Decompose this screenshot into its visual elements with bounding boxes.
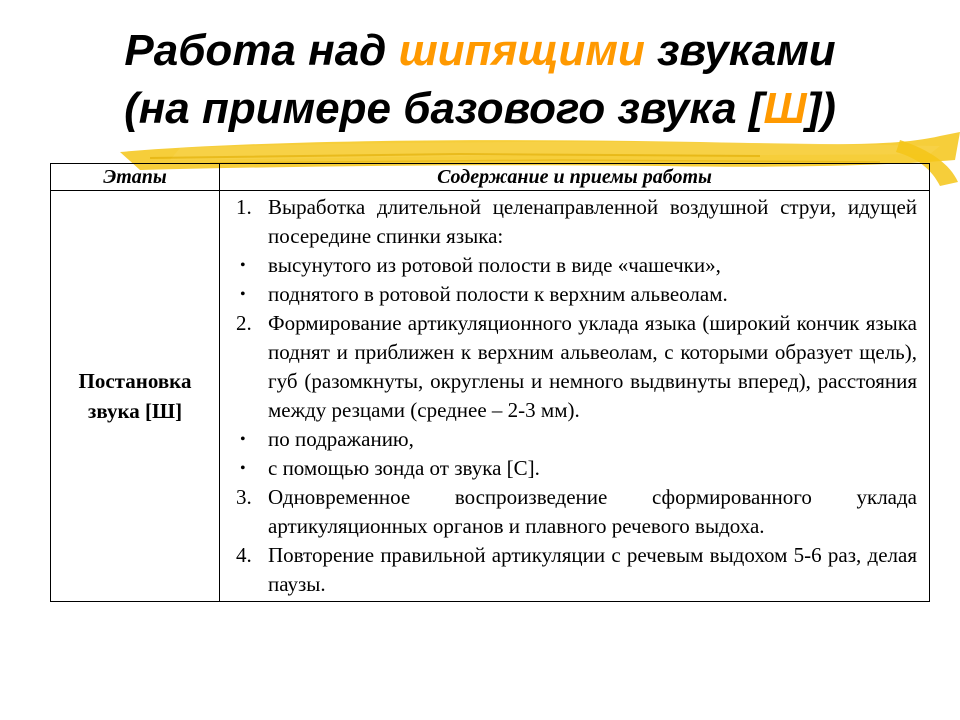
bullet-icon: •: [240, 286, 246, 303]
bullet-icon: •: [240, 460, 246, 477]
item-number: 2.: [236, 311, 252, 335]
list-item: [236, 483, 917, 541]
slide-title: [0, 22, 960, 138]
item-text: Повторение правильной артикуляции с речевым выдохом 5-6 раз, делая паузы.: [268, 543, 917, 596]
title-text: Работа над: [124, 26, 399, 75]
title-text: ]): [806, 84, 836, 133]
list-item: [236, 280, 917, 309]
item-text: высунутого из ротовой полости в виде «чашечки»,: [268, 253, 721, 277]
title-accent-letter: Ш: [763, 84, 807, 133]
list-item: [236, 193, 917, 251]
item-number: 1.: [236, 195, 252, 219]
item-number: 3.: [236, 485, 252, 509]
list-item: [236, 425, 917, 454]
stage-name: Постановка звука [Ш]: [51, 191, 220, 602]
item-text: Одновременное воспроизведение сформированного уклада артикуляционных органов и плавного речевого выдоха.: [268, 485, 917, 538]
item-text: с помощью зонда от звука [С].: [268, 456, 540, 480]
bullet-icon: •: [240, 431, 246, 448]
table-header-row: [51, 164, 930, 191]
item-text: Выработка длительной целенаправленной воздушной струи, идущей посередине спинки языка:: [268, 195, 917, 248]
list-item: [236, 541, 917, 599]
list-item: [236, 309, 917, 425]
title-text: (на примере базового звука [: [124, 84, 764, 133]
content-table: [50, 163, 930, 602]
header-stages: Этапы: [51, 164, 220, 191]
item-text: поднятого в ротовой полости к верхним альвеолам.: [268, 282, 728, 306]
title-accent-word: шипящими: [398, 26, 645, 75]
title-line-1: [0, 22, 960, 80]
list-item: [236, 251, 917, 280]
item-number: 4.: [236, 543, 252, 567]
header-content: Содержание и приемы работы: [220, 164, 930, 191]
item-text: по подражанию,: [268, 427, 414, 451]
table-row: [51, 191, 930, 602]
bullet-icon: •: [240, 257, 246, 274]
content-list: [220, 191, 930, 602]
title-text: звуками: [644, 26, 836, 75]
list-item: [236, 454, 917, 483]
item-text: Формирование артикуляционного уклада языка (широкий кончик языка поднят и приближен к верхним альвеолам, с которыми образует щель), губ (разомкнуты, округлены и немного выдвинуты вперед), расстояния между резцами (среднее – 2-3 мм).: [268, 311, 917, 422]
